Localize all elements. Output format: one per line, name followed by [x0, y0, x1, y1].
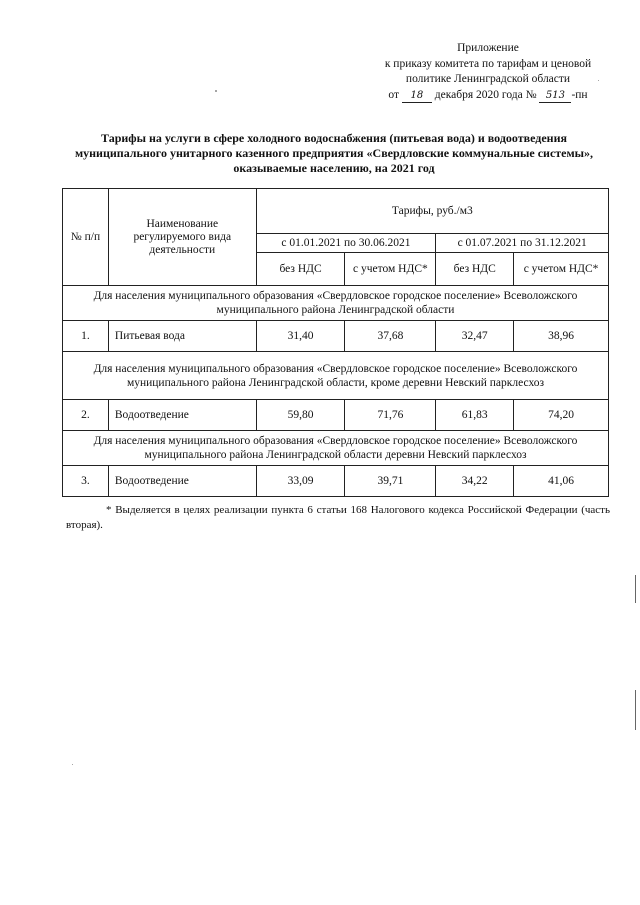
header-no-vat-2: без НДС — [436, 253, 514, 286]
row-value: 39,71 — [345, 466, 436, 497]
row-value: 74,20 — [514, 400, 609, 431]
order-suffix: -пн — [571, 88, 588, 101]
header-no-vat-1: без НДС — [256, 253, 345, 286]
row-num: 3. — [63, 466, 109, 497]
row-num: 1. — [63, 321, 109, 352]
row-num: 2. — [63, 400, 109, 431]
table-row — [63, 466, 609, 497]
scan-speck — [215, 90, 217, 92]
date-middle: декабря 2020 года № — [434, 88, 537, 101]
appendix-title: Приложение — [457, 42, 519, 54]
appendix-committee-line: политике Ленинградской области — [405, 73, 571, 85]
row-activity: Питьевая вода — [108, 321, 256, 352]
footnote: * Выделяется в целях реализации пункта 6 статьи 168 Налогового кодекса Российской Федерации (часть вторая). — [66, 504, 610, 531]
appendix-header — [350, 41, 626, 103]
header-with-vat-2: с учетом НДС* — [514, 253, 609, 286]
date-prefix: от — [388, 88, 400, 101]
row-value: 31,40 — [256, 321, 345, 352]
header-tariffs: Тарифы, руб./м3 — [256, 189, 608, 234]
row-value: 32,47 — [436, 321, 514, 352]
handwritten-day: 18 — [402, 90, 432, 103]
scan-speck — [598, 80, 599, 81]
row-activity: Водоотведение — [108, 466, 256, 497]
row-value: 41,06 — [514, 466, 609, 497]
row-value: 33,09 — [256, 466, 345, 497]
group-label: Для населения муниципального образования «Свердловское городское поселение» Всеволожского муниципального района Ленинградской области — [63, 286, 609, 321]
header-with-vat-1: с учетом НДС* — [345, 253, 436, 286]
row-value: 61,83 — [436, 400, 514, 431]
row-value: 59,80 — [256, 400, 345, 431]
group-label: Для населения муниципального образования «Свердловское городское поселение» Всеволожского муниципального района Ленинградской области деревни Невский парклесхоз — [63, 431, 609, 466]
table-row — [63, 400, 609, 431]
header-num: № п/п — [63, 189, 109, 286]
header-period-1: с 01.01.2021 по 30.06.2021 — [256, 234, 436, 253]
header-period-2: с 01.07.2021 по 31.12.2021 — [436, 234, 609, 253]
row-activity: Водоотведение — [108, 400, 256, 431]
table-row — [63, 321, 609, 352]
group-label: Для населения муниципального образования «Свердловское городское поселение» Всеволожского муниципального района Ленинградской области, кроме деревни Невский парклесхоз — [63, 352, 609, 400]
handwritten-order-number: 513 — [539, 90, 571, 103]
scan-edge-mark — [635, 690, 636, 730]
tariffs-table — [62, 188, 609, 497]
header-activity: Наименование регулируемого вида деятельности — [108, 189, 256, 286]
appendix-date-line — [350, 88, 626, 104]
scan-edge-mark — [635, 575, 636, 603]
row-value: 34,22 — [436, 466, 514, 497]
scan-speck — [72, 764, 73, 765]
row-value: 71,76 — [345, 400, 436, 431]
row-value: 38,96 — [514, 321, 609, 352]
row-value: 37,68 — [345, 321, 436, 352]
appendix-order-line: к приказу комитета по тарифам и ценовой — [384, 57, 592, 70]
document-title: Тарифы на услуги в сфере холодного водоснабжения (питьевая вода) и водоотведения муниципального унитарного казенного предприятия «Свердловские коммунальные системы», оказываемые населению, на 2021 год — [74, 131, 594, 175]
